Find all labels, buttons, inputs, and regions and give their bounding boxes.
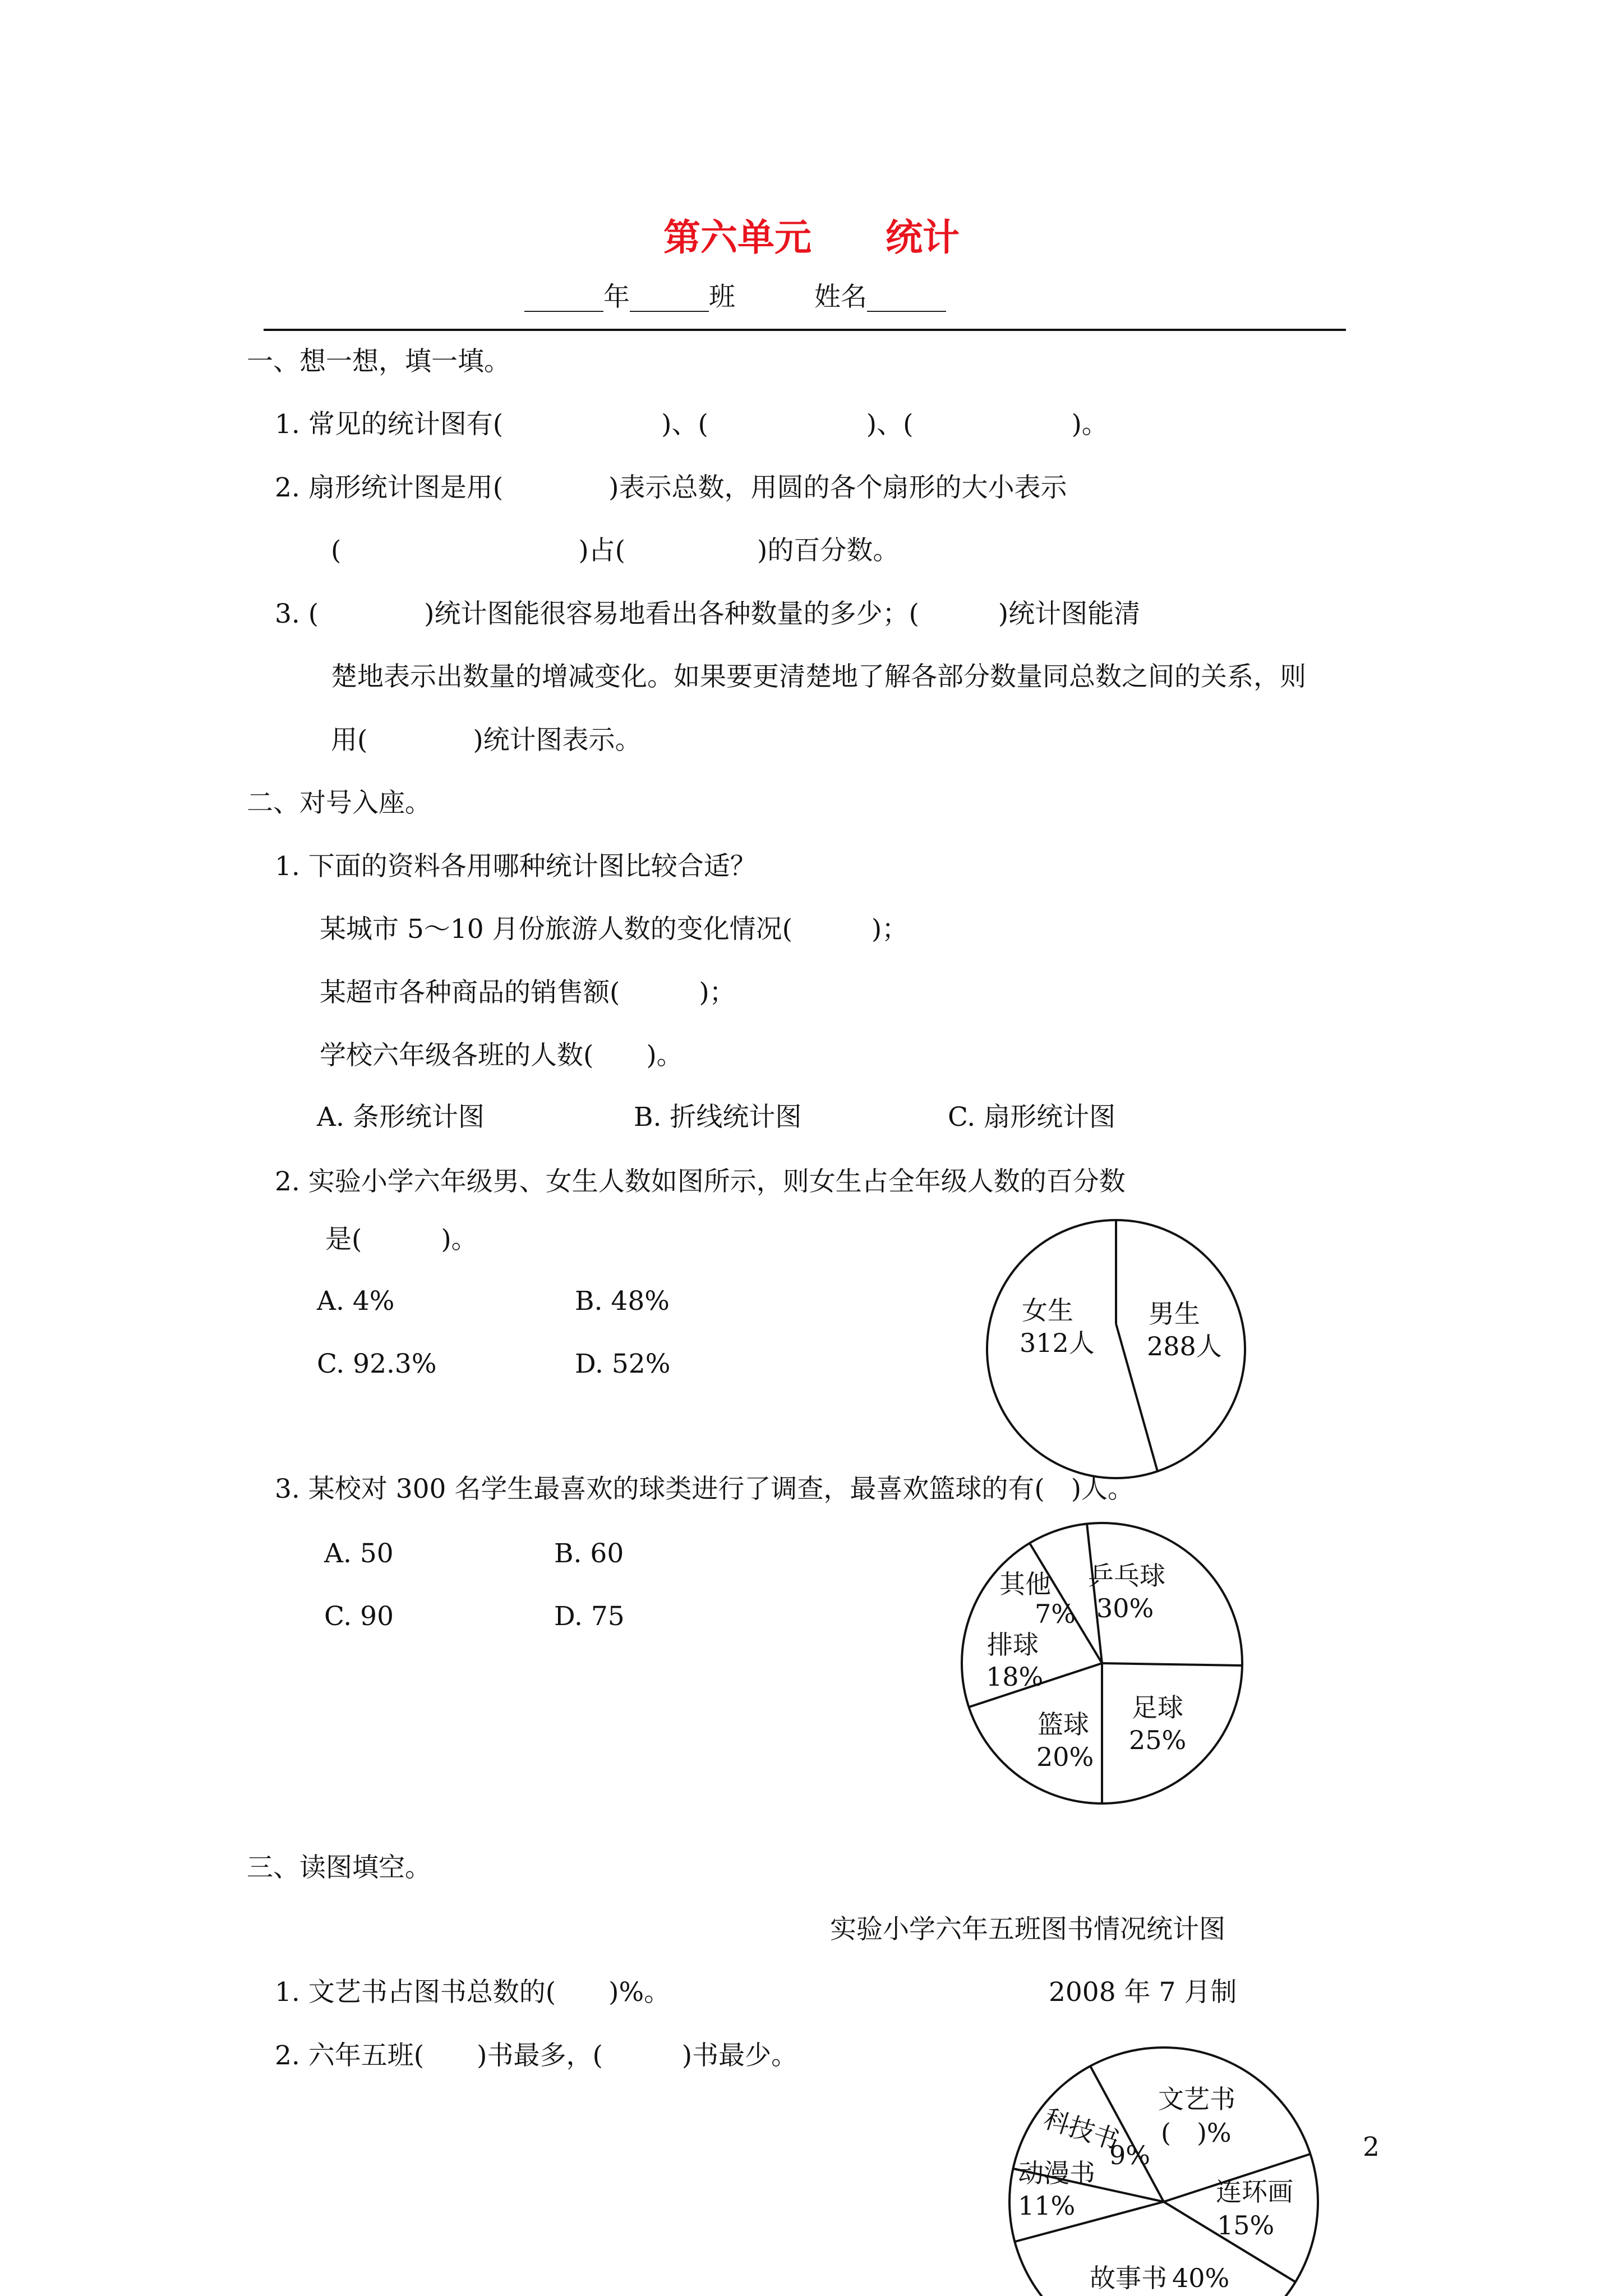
s3-question-2: 2. 六年五班( )书最多，( )书最少。 [275,2040,798,2071]
section3-heading: 三、读图填空。 [247,1852,431,1883]
slice-value: 15% [1217,2210,1275,2240]
section1-heading: 一、想一想，填一填。 [247,346,510,377]
s2-question-2-line-2: 是( )。 [325,1224,478,1255]
pie-chart-ball-sports [962,1523,1242,1803]
slice-label: 文艺书 [1158,2084,1235,2114]
slice-label: 排球 [987,1630,1039,1660]
s1-question-3-line-3: 用( )统计图表示。 [331,725,642,756]
s2-q3-option-a: A. 50 [324,1538,394,1569]
s1-question-3-line-1: 3. ( )统计图能很容易地看出各种数量的多少；( )统计图能清 [275,599,1141,629]
s1-question-2-line-2: ( )占( )的百分数。 [331,535,900,566]
slice-label: 篮球 [1038,1709,1089,1740]
page-title: 第六单元 统计 [663,216,960,259]
s2-q1-item-a: 某城市 5～10 月份旅游人数的变化情况( )； [320,914,909,945]
s2-q1-item-c: 学校六年级各班的人数( )。 [320,1040,683,1071]
slice-label: 女生 [1022,1295,1073,1326]
chart-date: 2008 年 7 月制 [1049,1977,1237,2008]
s3-question-1: 1. 文艺书占图书总数的( )%。 [275,1977,671,2008]
s2-question-2-line-1: 2. 实验小学六年级男、女生人数如图所示，则女生占全年级人数的百分数 [275,1166,1126,1197]
s2-q1-option-b: B. 折线统计图 [634,1102,802,1133]
s2-q2-option-a: A. 4% [317,1286,395,1317]
s1-question-2-line-1: 2. 扇形统计图是用( )表示总数，用圆的各个扇形的大小表示 [275,472,1067,503]
slice-label: 足球 [1132,1692,1183,1723]
pie-chart-gender [987,1220,1245,1478]
slice-value: 20% [1036,1742,1094,1772]
slice-label: 连环画 [1216,2177,1293,2207]
pie-chart-books [1009,2047,1318,2296]
slice-label: 乒乓球 [1088,1561,1165,1591]
slice-label: 其他 [999,1569,1051,1599]
section2-heading: 二、对号入座。 [247,788,431,818]
class-name-line: ______年______班 姓名______ [524,282,946,312]
s1-question-3-line-2: 楚地表示出数量的增减变化。如果要更清楚地了解各部分数量同总数之间的关系，则 [331,661,1306,692]
s2-q1-item-b: 某超市各种商品的销售额( )； [320,977,736,1008]
slice-value: 25% [1129,1725,1187,1755]
pie-divider [1102,1663,1242,1665]
s2-q2-option-c: C. 92.3% [317,1349,437,1379]
slice-value: 9% [1109,2140,1150,2170]
slice-label: 男生 [1149,1299,1200,1329]
slice-value: 7% [1035,1599,1076,1629]
s2-q2-option-b: B. 48% [575,1286,670,1317]
slice-value: ( )% [1161,2118,1232,2148]
slice-label: 科技书 [1040,2103,1123,2156]
s2-question-1: 1. 下面的资料各用哪种统计图比较合适？ [275,851,757,882]
slice-label: 动漫书 [1018,2158,1095,2188]
slice-value: 288人 [1147,1331,1222,1361]
slice-value: 18% [986,1662,1044,1692]
s2-q3-option-b: B. 60 [554,1538,624,1569]
slice-value: 30% [1096,1593,1154,1623]
s2-question-3: 3. 某校对 300 名学生最喜欢的球类进行了调查，最喜欢篮球的有( )人。 [275,1474,1135,1504]
s2-q3-option-c: C. 90 [324,1601,394,1632]
page-number: 2 [1363,2132,1380,2162]
s2-q1-option-c: C. 扇形统计图 [948,1102,1116,1133]
chart-title: 实验小学六年五班图书情况统计图 [830,1914,1225,1945]
slice-label: 故事书 [1090,2263,1167,2293]
s2-q1-option-a: A. 条形统计图 [317,1102,485,1133]
s2-q3-option-d: D. 75 [554,1601,625,1632]
s2-q2-option-d: D. 52% [575,1349,671,1379]
slice-value: 312人 [1020,1328,1095,1358]
s1-question-1: 1. 常见的统计图有( )、( )、( )。 [275,409,1108,440]
slice-value: 40% [1172,2263,1230,2293]
slice-value: 11% [1018,2191,1076,2221]
